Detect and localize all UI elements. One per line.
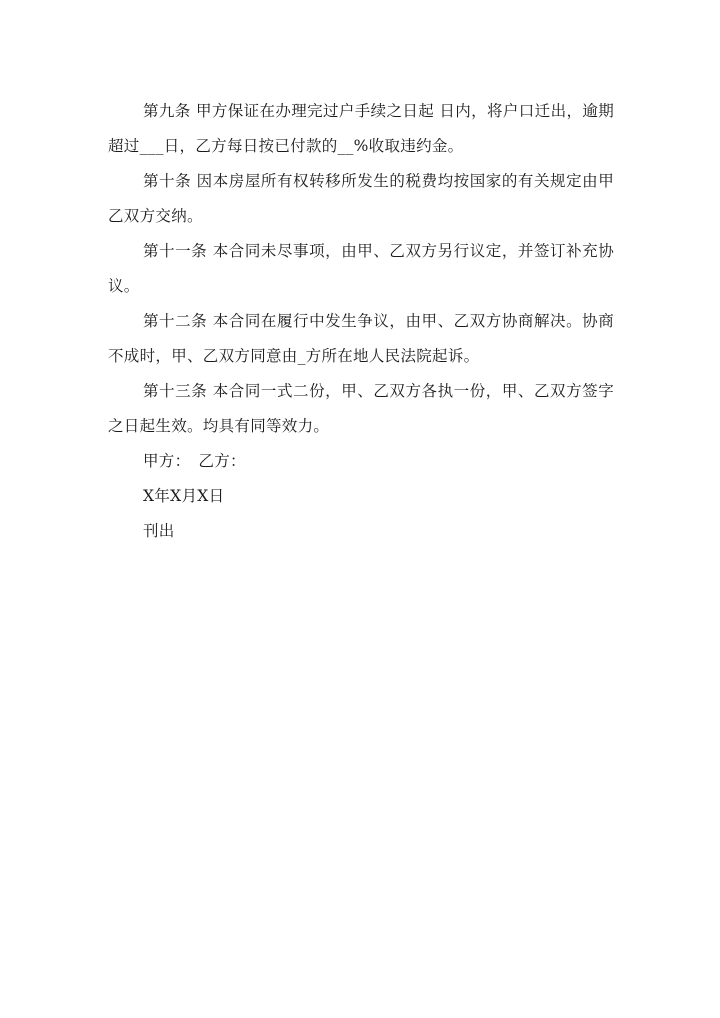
clause-11: 第十一条 本合同未尽事项，由甲、乙双方另行议定，并签订补充协议。: [108, 242, 614, 295]
clause-9: 第九条 甲方保证在办理完过户手续之日起 日内，将户口迁出，逾期超过___日，乙方每日按已付款的__%收取违约金。: [108, 102, 614, 155]
contract-page: [108, 94, 614, 549]
clause-10: 第十条 因本房屋所有权转移所发生的税费均按国家的有关规定由甲乙双方交纳。: [108, 172, 614, 225]
clause-12: 第十二条 本合同在履行中发生争议，由甲、乙双方协商解决。协商不成时，甲、乙双方同意由_方所在地人民法院起诉。: [108, 312, 614, 365]
date-line: X年X月X日: [143, 487, 225, 505]
clause-13: 第十三条 本合同一式二份，甲、乙双方各执一份，甲、乙双方签字之日起生效。均具有同等效力。: [108, 382, 614, 435]
signature-line: 甲方： 乙方：: [143, 452, 246, 470]
footer-text: 刊出: [143, 522, 175, 540]
